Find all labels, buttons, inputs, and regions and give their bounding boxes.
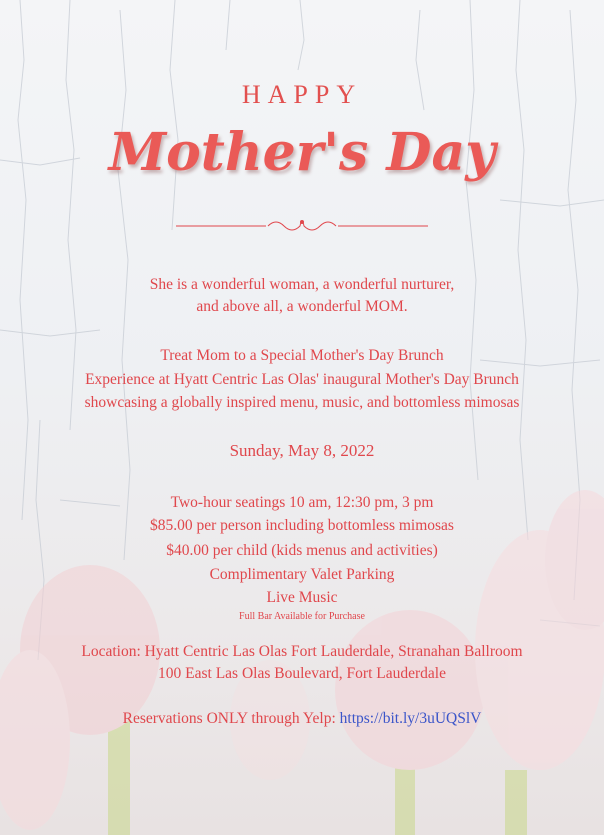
ornament-divider — [176, 214, 428, 238]
mothers-day-title: Mother's Day — [108, 122, 496, 183]
detail-child-price: $40.00 per child (kids menus and activities) — [166, 542, 438, 559]
yelp-link[interactable]: https://bit.ly/3uUQSlV — [339, 710, 482, 727]
intro-line-1: She is a wonderful woman, a wonderful nurturer, — [149, 276, 455, 293]
detail-seatings: Two-hour seatings 10 am, 12:30 pm, 3 pm — [170, 494, 434, 511]
detail-valet: Complimentary Valet Parking — [209, 566, 395, 583]
treat-line-3: showcasing a globally inspired menu, music, and bottomless mimosas — [84, 394, 520, 411]
location-line-2: 100 East Las Olas Boulevard, Fort Lauderdale — [158, 665, 446, 682]
location-line-1: Location: Hyatt Centric Las Olas Fort Lauderdale, Stranahan Ballroom — [81, 643, 523, 660]
reservations-label: Reservations ONLY through Yelp: — [122, 710, 336, 727]
happy-heading: HAPPY — [241, 80, 363, 109]
event-date: Sunday, May 8, 2022 — [229, 441, 375, 460]
detail-adult-price: $85.00 per person including bottomless mimosas — [150, 517, 454, 534]
treat-line-1: Treat Mom to a Special Mother's Day Brunch — [160, 347, 444, 364]
detail-full-bar: Full Bar Available for Purchase — [239, 611, 365, 622]
reservations — [0, 709, 604, 729]
intro-line-2: and above all, a wonderful MOM. — [196, 298, 408, 315]
treat-line-2: Experience at Hyatt Centric Las Olas' inaugural Mother's Day Brunch — [85, 371, 519, 388]
detail-live-music: Live Music — [266, 589, 338, 606]
